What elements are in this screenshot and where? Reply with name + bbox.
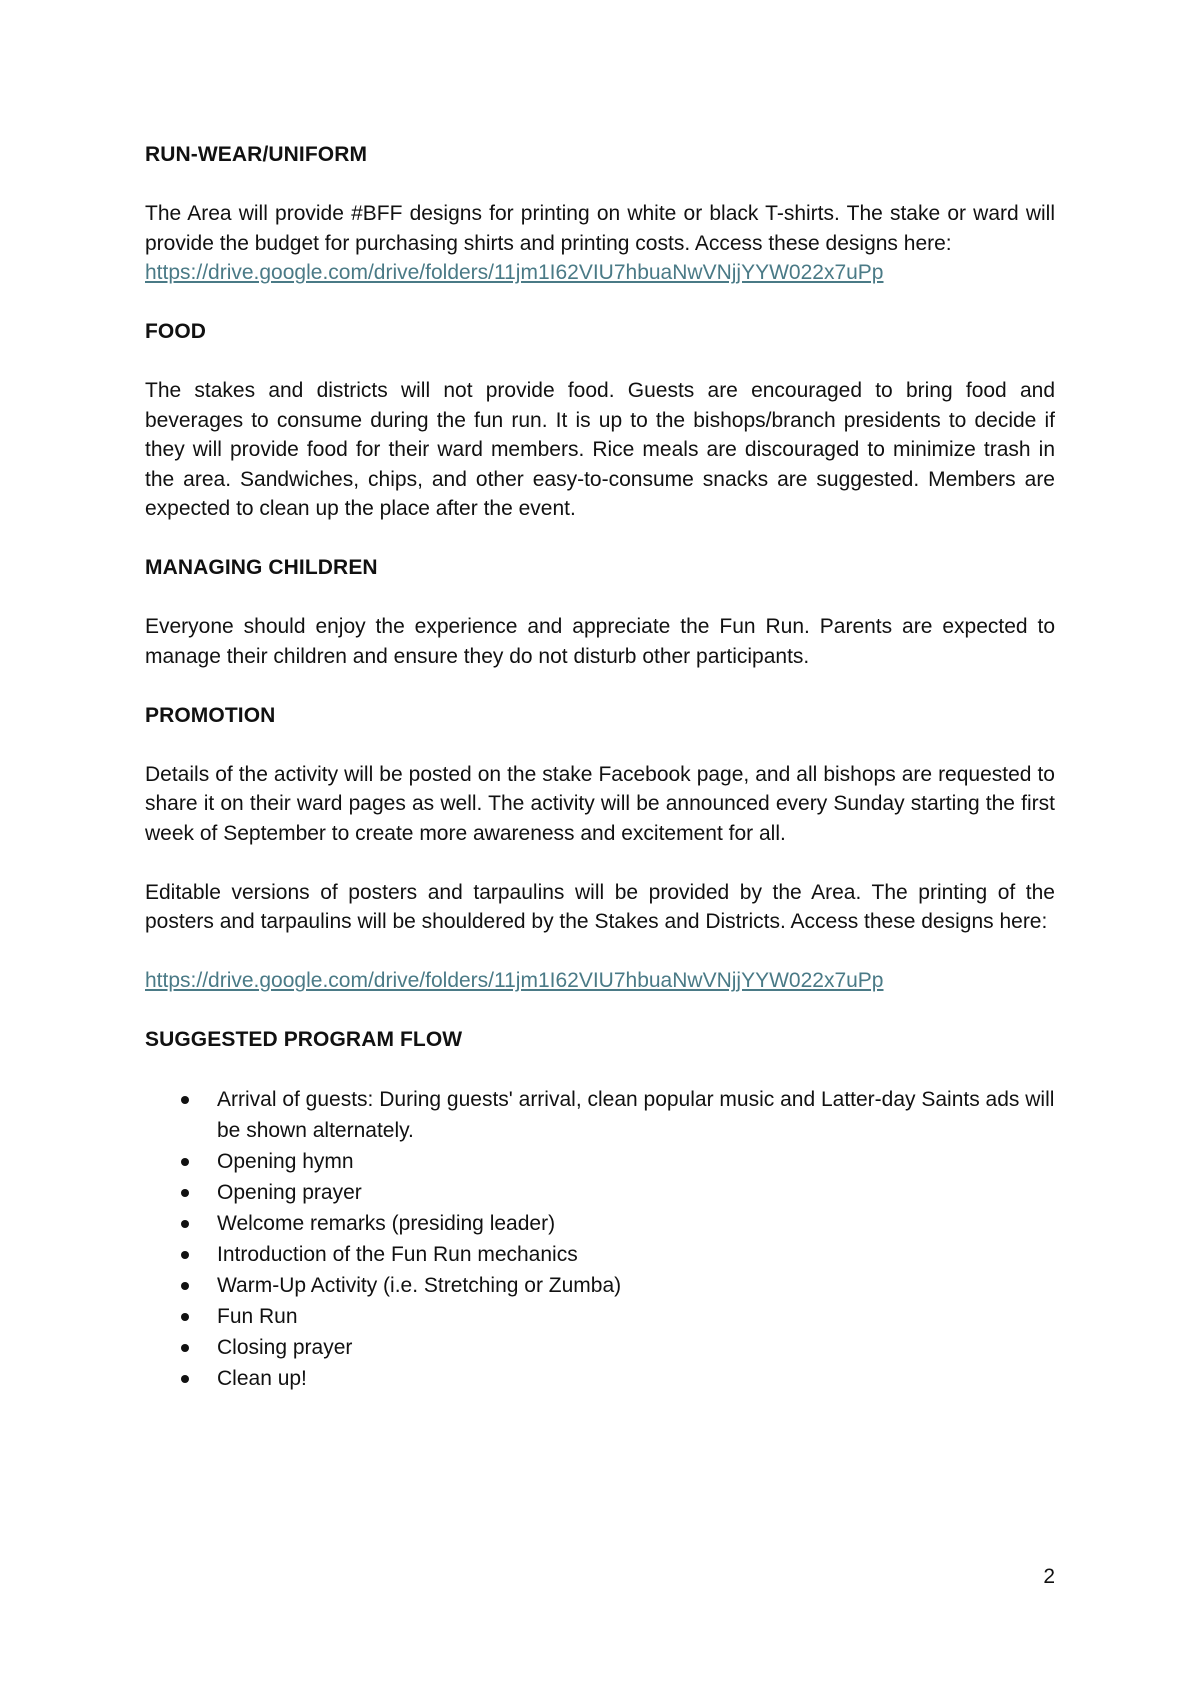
spacer: [145, 170, 1055, 200]
bullet-icon: [181, 1158, 189, 1166]
spacer: [145, 937, 1055, 967]
bullet-icon: [181, 1096, 189, 1104]
list-item: [217, 1177, 1055, 1208]
list-item: [217, 1239, 1055, 1270]
runwear-body: The Area will provide #BFF designs for printing on white or black T-shirts. The stake or ward will provide the budget for purchasing shirts and printing costs. Access these designs here:: [145, 202, 1055, 255]
spacer: [145, 524, 1055, 554]
list-item-text: Opening hymn: [217, 1150, 354, 1173]
list-item-text: Introduction of the Fun Run mechanics: [217, 1243, 578, 1266]
list-item-text: Clean up!: [217, 1367, 307, 1390]
page-number: 2: [1043, 1565, 1055, 1588]
program-flow-list: [145, 1084, 1055, 1394]
bullet-icon: [181, 1344, 189, 1352]
bullet-icon: [181, 1220, 189, 1228]
section-heading-children: MANAGING CHILDREN: [145, 556, 378, 579]
list-item-text: Closing prayer: [217, 1336, 353, 1359]
spacer: [145, 671, 1055, 701]
spacer: [145, 848, 1055, 878]
list-item: [217, 1208, 1055, 1239]
spacer: [145, 347, 1055, 377]
bullet-icon: [181, 1189, 189, 1197]
list-item: [217, 1084, 1055, 1146]
list-item-text: Welcome remarks (presiding leader): [217, 1212, 556, 1235]
list-item-text: Opening prayer: [217, 1181, 362, 1204]
bullet-icon: [181, 1375, 189, 1383]
list-item-text: Fun Run: [217, 1305, 298, 1328]
list-item: [217, 1332, 1055, 1363]
promotion-body-2: Editable versions of posters and tarpaulins will be provided by the Area. The printing of the posters and tarpaulins will be shouldered by the Stakes and Districts. Access these designs here:: [145, 880, 1055, 933]
list-item-text: Warm-Up Activity (i.e. Stretching or Zumba): [217, 1274, 622, 1297]
runwear-designs-link[interactable]: https://drive.google.com/drive/folders/11jm1I62VIU7hbuaNwVNjjYYW022x7uPp: [145, 261, 884, 284]
bullet-icon: [181, 1313, 189, 1321]
promotion-designs-link[interactable]: https://drive.google.com/drive/folders/11jm1I62VIU7hbuaNwVNjjYYW022x7uPp: [145, 969, 884, 992]
spacer: [145, 583, 1055, 613]
section-heading-food: FOOD: [145, 320, 207, 343]
section-heading-promotion: PROMOTION: [145, 703, 276, 727]
bullet-icon: [181, 1282, 189, 1290]
promotion-body-1: Details of the activity will be posted on the stake Facebook page, and all bishops are requested to share it on their ward pages as well. The activity will be announced every Sunday starting the first week of September to create more awareness and excitement for all.: [145, 762, 1055, 845]
spacer: [145, 730, 1055, 760]
children-body: Everyone should enjoy the experience and appreciate the Fun Run. Parents are expected to manage their children and ensure they do not disturb other participants.: [145, 615, 1055, 668]
list-item: [217, 1270, 1055, 1301]
bullet-icon: [181, 1251, 189, 1259]
spacer: [145, 1055, 1055, 1085]
spacer: [145, 288, 1055, 318]
list-item: [217, 1146, 1055, 1177]
spacer: [145, 996, 1055, 1026]
document-page: [145, 140, 1055, 1394]
food-body: The stakes and districts will not provide food. Guests are encouraged to bring food and beverages to consume during the fun run. It is up to the bishops/branch presidents to decide if they will provide food for their ward members. Rice meals are discouraged to minimize trash in the area. Sandwiches, chips, and other easy-to-consume snacks are suggested. Members are expected to clean up the place after the event.: [145, 379, 1055, 520]
list-item-text: Arrival of guests: During guests' arrival, clean popular music and Latter-day Saints ads will be shown alternately.: [217, 1088, 1055, 1142]
section-heading-program: SUGGESTED PROGRAM FLOW: [145, 1028, 463, 1051]
section-heading-runwear: RUN-WEAR/UNIFORM: [145, 143, 368, 166]
list-item: [217, 1301, 1055, 1332]
list-item: [217, 1363, 1055, 1394]
